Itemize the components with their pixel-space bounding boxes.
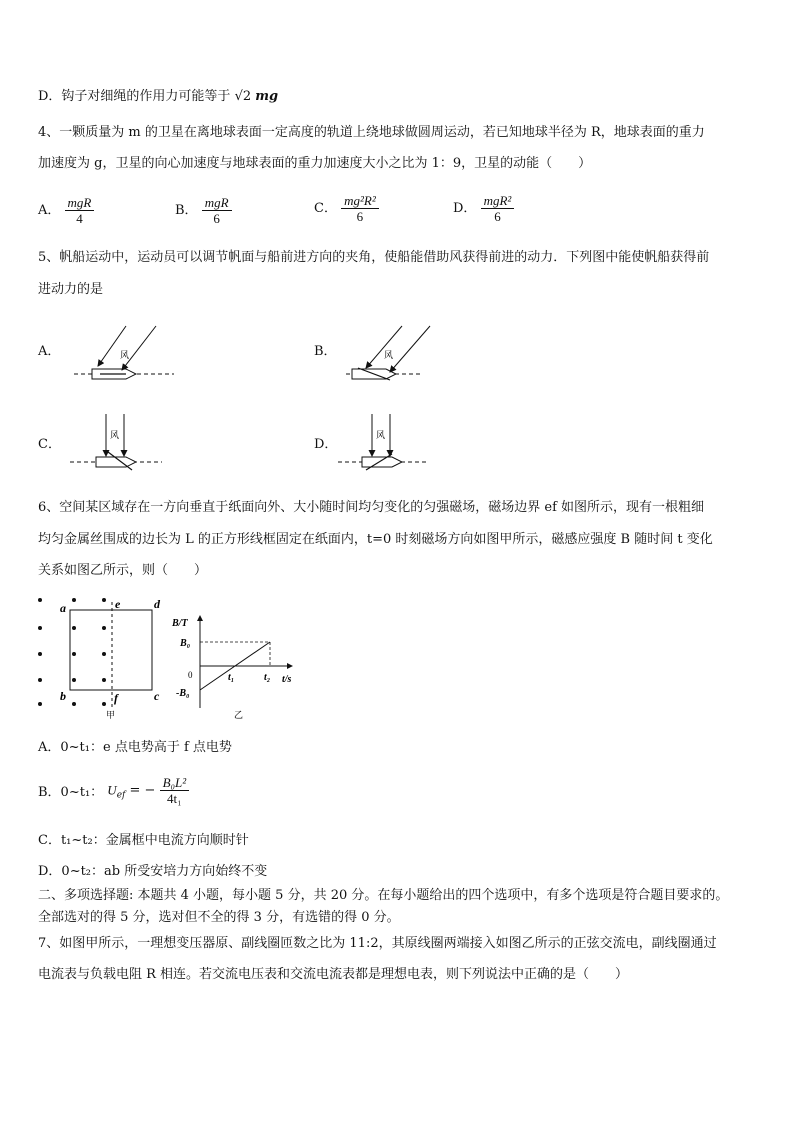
q4-option-a-label: A． (38, 203, 61, 218)
q6-line-1: 6、空间某区域存在一方向垂直于纸面向外、大小随时间均匀变化的匀强磁场，磁场边界 ef 如图所示，现有一根粗细 (38, 500, 705, 515)
wind-label: 风 (120, 350, 130, 360)
q4-line-1: 4、一颗质量为 m 的卫星在离地球表面一定高度的轨道上绕地球做圆周运动，若已知地球半径为 R，地球表面的重力 (38, 125, 705, 140)
q3-option-d-text: D．钩子对细绳的作用力可能等于 (38, 89, 231, 104)
q4-option-b-fraction (202, 195, 232, 226)
q6-option-b-subscript: ef (116, 790, 126, 801)
q4-option-d-num: mgR² (481, 193, 515, 209)
q4-line-2: 加速度为 g，卫星的向心加速度与地球表面的重力加速度大小之比为 1：9，卫星的动能（ ） (38, 156, 592, 171)
wind-arrow-1 (98, 326, 126, 366)
q6-option-d: D．0~t₂：ab 所受安培力方向始终不变 (38, 864, 268, 879)
wind-label: 风 (384, 350, 394, 360)
figure-yi-caption: 乙 (234, 710, 244, 720)
figure-jia-coil (30, 592, 170, 722)
q4-option-d-label: D． (453, 201, 477, 216)
q4-option-c-den: 6 (356, 209, 364, 224)
sailboat-diagram-d (336, 410, 436, 472)
y-axis-label: B/T (172, 618, 188, 629)
q4-option-a-fraction (65, 195, 95, 226)
label-d: d (154, 597, 160, 611)
q4-option-c-num: mg²R² (341, 193, 379, 209)
q4-option-a-den: 4 (76, 211, 83, 226)
square-coil (70, 610, 152, 690)
b0-label: B₀ (180, 638, 191, 649)
neg-b0-label: -B₀ (176, 688, 190, 699)
q4-option-d-den: 6 (494, 209, 501, 224)
q4-option-b (175, 195, 232, 226)
q3-option-d (38, 89, 278, 105)
q6-option-b (38, 775, 189, 806)
section-2-line-2: 全部选对的得 5 分，选对但不全的得 3 分，有选错的得 0 分。 (38, 910, 400, 925)
boat-hull (362, 457, 402, 467)
label-e: e (115, 597, 121, 611)
q5-label-a: A． (38, 344, 61, 359)
label-b: b (60, 689, 66, 703)
wind-label: 风 (376, 430, 386, 440)
q6-option-b-lhs: U (107, 782, 117, 798)
wind-label: 风 (110, 430, 120, 440)
q6-line-3: 关系如图乙所示，则（ ） (38, 563, 208, 578)
q5-line-2: 进动力的是 (38, 282, 104, 297)
q4-option-c (314, 193, 379, 224)
q4-option-a-num: mgR (65, 195, 95, 211)
q6-option-b-num: B₀L² (160, 775, 190, 791)
q4-option-b-label: B． (175, 203, 198, 218)
origin-label: 0 (188, 670, 193, 680)
q4-option-c-fraction (341, 193, 379, 224)
sailboat-diagram-a (70, 318, 180, 384)
label-f: f (114, 691, 118, 705)
wind-arrow-1 (366, 326, 402, 368)
q5-label-b: B． (314, 344, 337, 359)
q4-option-c-label: C． (314, 201, 337, 216)
label-c: c (154, 689, 160, 703)
q6-line-2: 均匀金属丝围成的边长为 L 的正方形线框固定在纸面内，t=0 时刻磁场方向如图甲所示，磁感应强度 B 随时间 t 变化 (38, 532, 713, 547)
q6-option-b-fraction (160, 775, 190, 806)
q7-line-1: 7、如图甲所示，一理想变压器原、副线圈匝数之比为 11:2，其原线圈两端接入如图乙所示的正弦交流电，副线圈通过 (38, 936, 717, 951)
sailboat-diagram-c (68, 410, 168, 472)
q3-option-d-unit: mg (255, 89, 279, 104)
q4-option-d-fraction (481, 193, 515, 224)
q6-option-b-label: B．0~t₁： (38, 785, 104, 800)
wind-arrow-2 (122, 326, 156, 370)
q5-label-c: C． (38, 437, 61, 452)
q7-line-2: 电流表与负载电阻 R 相连。若交流电压表和交流电流表都是理想电表，则下列说法中正确的是（ ） (38, 967, 629, 982)
q6-option-c: C．t₁~t₂：金属框中电流方向顺时针 (38, 833, 249, 848)
label-a: a (60, 601, 66, 615)
q6-option-b-equals: = − (129, 783, 156, 798)
q6-option-a: A．0~t₁：e 点电势高于 f 点电势 (38, 740, 232, 755)
q5-label-d: D． (314, 437, 338, 452)
figure-yi-graph (170, 604, 300, 722)
q4-option-b-den: 6 (213, 211, 220, 226)
t1-label: t₁ (228, 672, 235, 683)
t2-label: t₂ (264, 672, 271, 683)
figure-jia-caption: 甲 (106, 710, 116, 720)
q4-option-b-num: mgR (202, 195, 232, 211)
x-axis-label: t/s (282, 674, 292, 685)
q4-option-d (453, 193, 514, 224)
section-2-line-1: 二、多项选择题: 本题共 4 小题，每小题 5 分，共 20 分。在每小题给出的四个选项中，有多个选项是符合题目要求的。 (38, 888, 729, 903)
q6-option-b-den: 4t₁ (167, 791, 182, 806)
q5-line-1: 5、帆船运动中，运动员可以调节帆面与船前进方向的夹角，使船能借助风获得前进的动力．下列图中能使帆船获得前 (38, 250, 710, 265)
q3-option-d-value: √2 (234, 89, 252, 104)
q4-option-a (38, 195, 94, 226)
sailboat-diagram-b (342, 318, 442, 384)
